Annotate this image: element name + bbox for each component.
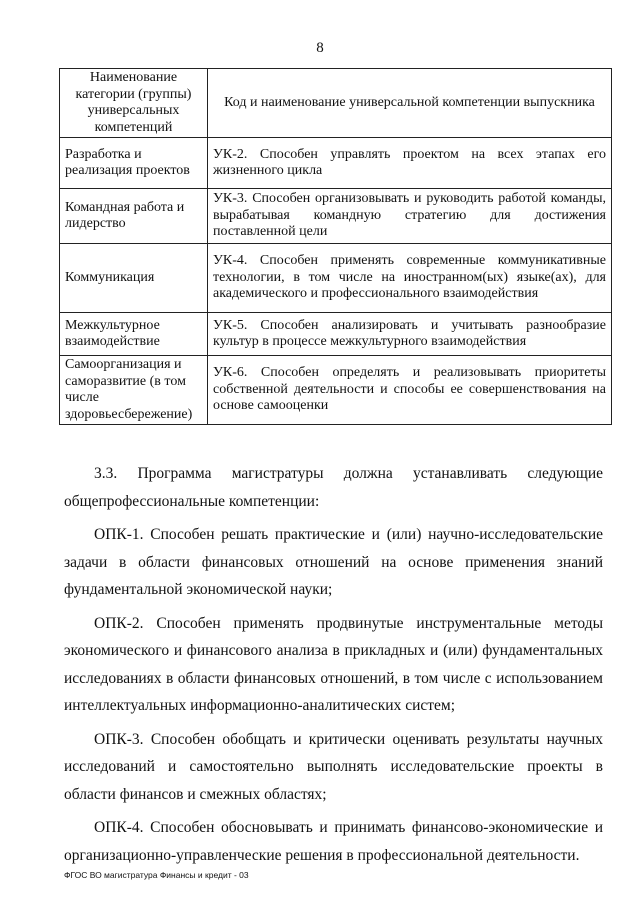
competence-cell: УК-4. Способен применять современные коммуникативные технологии, в том числе на иностранном(ых) языке(ах), для академического и профессионального взаимодействия xyxy=(208,244,612,313)
category-cell: Коммуникация xyxy=(60,244,208,313)
opk-2-paragraph: ОПК-2. Способен применять продвинутые инструментальные методы экономического и финансового анализа в прикладных и (или) фундаментальных исследованиях в области финансовых отношений, в том числе с использованием интеллектуальных информационно-аналитических систем; xyxy=(64,614,603,714)
table-header-row xyxy=(60,69,612,138)
table-row xyxy=(60,244,612,313)
table-row xyxy=(60,356,612,425)
table-row xyxy=(60,138,612,189)
header-category: Наименование категории (группы) универсальных компетенций xyxy=(60,69,208,138)
competence-cell: УК-2. Способен управлять проектом на всех этапах его жизненного цикла xyxy=(208,138,612,189)
opk-4-paragraph: ОПК-4. Способен обосновывать и принимать финансово-экономические и организационно-управленческие решения в профессиональной деятельности. xyxy=(64,819,603,864)
category-cell: Самоорганизация и саморазвитие (в том числе здоровьесбережение) xyxy=(60,356,208,425)
competence-cell: УК-3. Способен организовывать и руководить работой команды, вырабатывая командную стратегию для достижения поставленной цели xyxy=(208,189,612,244)
competence-cell: УК-5. Способен анализировать и учитывать разнообразие культур в процессе межкультурного взаимодействия xyxy=(208,313,612,356)
competence-cell: УК-6. Способен определять и реализовывать приоритеты собственной деятельности и способы ее совершенствования на основе самооценки xyxy=(208,356,612,425)
competence-table xyxy=(59,68,612,425)
opk-1-paragraph: ОПК-1. Способен решать практические и (или) научно-исследовательские задачи в области финансовых отношений на основе применения знаний фундаментальной экономической науки; xyxy=(64,526,603,598)
table-row xyxy=(60,189,612,244)
header-competence: Код и наименование универсальной компетенции выпускника xyxy=(208,69,612,138)
opk-3-paragraph: ОПК-3. Способен обобщать и критически оценивать результаты научных исследований и самостоятельно выполнять исследовательские проекты в области финансов и смежных областях; xyxy=(64,730,603,803)
category-cell: Разработка и реализация проектов xyxy=(60,138,208,189)
body-text xyxy=(64,460,603,875)
category-cell: Командная работа и лидерство xyxy=(60,189,208,244)
page-number: 8 xyxy=(316,40,324,56)
category-cell: Межкультурное взаимодействие xyxy=(60,313,208,356)
footer-note: ФГОС ВО магистратура Финансы и кредит - 03 xyxy=(64,870,249,880)
table-row xyxy=(60,313,612,356)
section-intro-paragraph: 3.3. Программа магистратуры должна устанавливать следующие общепрофессиональные компетенции: xyxy=(64,465,603,510)
